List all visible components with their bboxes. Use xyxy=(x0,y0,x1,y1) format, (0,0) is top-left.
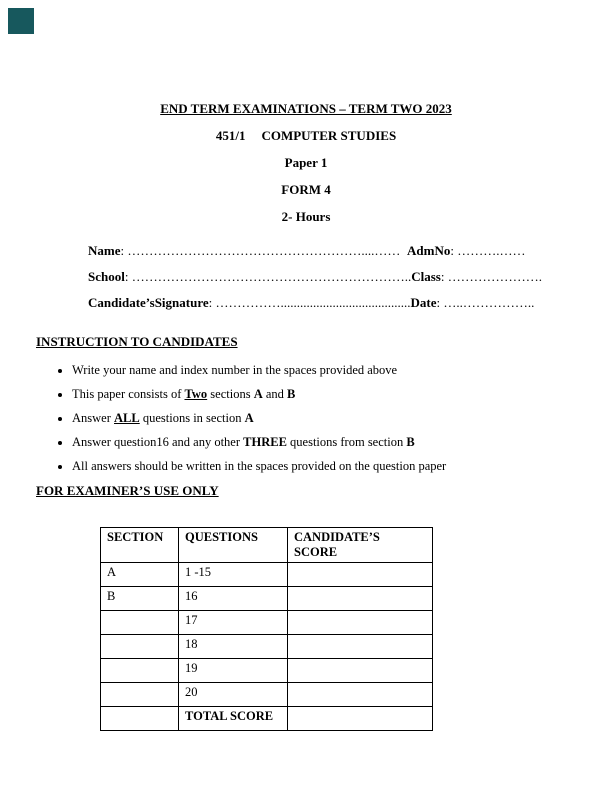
cell-section: A xyxy=(101,563,179,587)
col-header-questions: QUESTIONS xyxy=(179,528,288,563)
cell-section xyxy=(101,611,179,635)
cell-section xyxy=(101,707,179,731)
cell-total-score-label: TOTAL SCORE xyxy=(179,707,288,731)
table-row xyxy=(101,563,433,587)
cell-section xyxy=(101,683,179,707)
table-header-row xyxy=(101,528,433,563)
cell-questions: 18 xyxy=(179,635,288,659)
cell-questions: 17 xyxy=(179,611,288,635)
date-field xyxy=(410,290,535,316)
instructions-list xyxy=(36,363,612,474)
candidate-details xyxy=(88,238,542,316)
cell-questions: 20 xyxy=(179,683,288,707)
signature-field xyxy=(88,290,411,316)
cell-score xyxy=(288,611,433,635)
instruction-item xyxy=(72,435,612,450)
name-field xyxy=(88,238,400,264)
corner-mark xyxy=(8,8,34,34)
table-row xyxy=(101,635,433,659)
instruction-text: and xyxy=(262,387,288,401)
admno-label: AdmNo xyxy=(407,243,451,258)
instruction-text-emphasis: ALL xyxy=(114,411,140,425)
school-dotted-line: : ……………………………………………………….. xyxy=(124,269,412,284)
field-row-name xyxy=(88,238,527,264)
instruction-text-bold: A xyxy=(253,387,263,401)
cell-questions: 19 xyxy=(179,659,288,683)
instruction-text: Write your name and index number in the spaces provided above xyxy=(72,363,398,377)
cell-score xyxy=(288,563,433,587)
instructions-heading: INSTRUCTION TO CANDIDATES xyxy=(36,334,238,349)
col-header-section: SECTION xyxy=(101,528,179,563)
instruction-item xyxy=(72,387,612,402)
instruction-text: This paper consists of xyxy=(72,387,185,401)
instruction-text-emphasis: Two xyxy=(184,387,208,401)
table-row xyxy=(101,587,433,611)
col-header-score: CANDIDATE’S SCORE xyxy=(288,528,433,563)
cell-score xyxy=(288,587,433,611)
exam-duration: 2- Hours xyxy=(281,209,331,224)
cell-score xyxy=(288,683,433,707)
paper-number: Paper 1 xyxy=(284,155,328,170)
date-label: Date xyxy=(410,295,437,310)
cell-score xyxy=(288,659,433,683)
name-label: Name xyxy=(88,243,121,258)
field-row-signature xyxy=(88,290,535,316)
class-label: Class xyxy=(411,269,441,284)
instruction-item xyxy=(72,411,612,426)
table-row xyxy=(101,659,433,683)
instruction-text: questions in section xyxy=(139,411,245,425)
table-row-total xyxy=(101,707,433,731)
cell-section xyxy=(101,635,179,659)
cell-questions: 1 -15 xyxy=(179,563,288,587)
exam-code: 451/1 xyxy=(215,128,246,143)
instruction-text-bold: THREE xyxy=(243,435,287,449)
table-row xyxy=(101,683,433,707)
cell-score xyxy=(288,707,433,731)
signature-label: Candidate’sSignature xyxy=(88,295,209,310)
instruction-text: Answer xyxy=(72,411,115,425)
subject-name: COMPUTER STUDIES xyxy=(261,128,397,143)
paper-code-line xyxy=(0,122,612,149)
admno-field xyxy=(407,238,527,264)
examiner-heading: FOR EXAMINER’S USE ONLY xyxy=(36,483,219,498)
date-dotted-line: : …..…………….. xyxy=(436,295,535,310)
instruction-text-bold: B xyxy=(406,435,415,449)
instruction-item xyxy=(72,459,612,474)
instruction-text-bold: B xyxy=(287,387,296,401)
class-dotted-line: : …………………. xyxy=(440,269,542,284)
school-field xyxy=(88,264,411,290)
examiner-score-table xyxy=(100,527,433,731)
instruction-text: questions from section xyxy=(286,435,407,449)
instruction-item xyxy=(72,363,612,378)
school-label: School xyxy=(88,269,125,284)
cell-questions: 16 xyxy=(179,587,288,611)
instruction-text: Answer question16 and any other xyxy=(72,435,244,449)
instruction-text: sections xyxy=(207,387,254,401)
cell-score xyxy=(288,635,433,659)
admno-dotted-line: : ……….…… xyxy=(450,243,526,258)
instruction-text: All answers should be written in the spaces provided on the question paper xyxy=(72,459,447,473)
exam-header xyxy=(0,0,612,230)
field-row-school xyxy=(88,264,542,290)
exam-title: END TERM EXAMINATIONS – TERM TWO 2023 xyxy=(160,101,452,116)
form-level: FORM 4 xyxy=(281,182,331,197)
class-field xyxy=(411,264,542,290)
instruction-text-bold: A xyxy=(244,411,254,425)
name-dotted-line: : ………………………………………………....…… xyxy=(120,243,401,258)
cell-section: B xyxy=(101,587,179,611)
table-row xyxy=(101,611,433,635)
cell-section xyxy=(101,659,179,683)
signature-dotted-line: : ……………........................................ xyxy=(208,295,411,310)
